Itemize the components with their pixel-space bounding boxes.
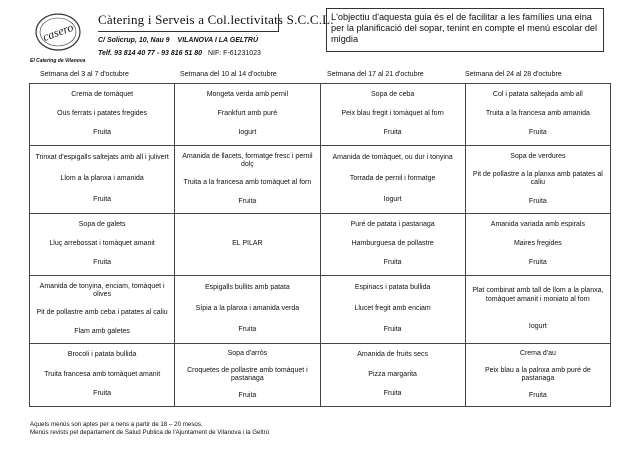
header-divider <box>98 31 278 32</box>
menu-dish: Iogurt <box>383 196 402 204</box>
menu-dish: Brocoli i patata bullida <box>67 351 137 359</box>
company-phones <box>98 50 261 57</box>
menu-row <box>30 344 611 407</box>
week-header-1: Setmana del 3 al 7 d'octubre <box>40 71 129 78</box>
menu-dish: Llom a la planxa i amanida <box>60 175 144 183</box>
menu-day-cell <box>465 146 610 214</box>
menu-dish: Pit de pollastre a la planxa amb patates al caliu <box>472 170 603 187</box>
menu-dish: Flam amb galetes <box>74 327 130 335</box>
menu-day-cell <box>175 276 320 344</box>
menu-day-cell <box>175 214 320 276</box>
menu-dish: Crema de tomàquet <box>71 91 134 99</box>
menu-dish: Fruita <box>528 391 547 399</box>
menu-day-cell <box>175 344 320 407</box>
logo-tagline: El Catering de Vilanova <box>30 58 86 64</box>
menu-dish: Iogurt <box>238 129 257 137</box>
company-name: Càtering i Serveis a Col.lectivitats S.C.C.L. <box>98 12 334 27</box>
menu-dish: Fruita <box>383 390 402 398</box>
phone-numbers: Telf. 93 814 40 77 - 93 816 51 80 <box>98 50 203 57</box>
menu-day-cell <box>30 344 175 407</box>
menu-row <box>30 146 611 214</box>
menu-dish: Espigalls bullits amb patata <box>204 284 290 292</box>
menu-dish: Fruita <box>383 326 402 334</box>
menu-day-cell <box>465 344 610 407</box>
objective-box: L'objectiu d'aquesta guia és el de facilitar a les famílies una eina per la planificació del sopar, tenint en compte el menú escolar del migdia <box>326 8 604 52</box>
menu-dish: Fruita <box>383 259 402 267</box>
menu-dish: Fruita <box>528 197 547 205</box>
menu-dish: Truita francesa amb tomàquet amanit <box>44 370 161 378</box>
menu-day-cell <box>320 276 465 344</box>
menu-dish: Hamburguesa de pollastre <box>351 240 434 248</box>
menu-day-cell <box>30 214 175 276</box>
menu-dish: Pit de pollastre amb ceba i patates al caliu <box>36 309 168 317</box>
menu-dish: Sopa d'arròs <box>227 350 268 357</box>
menu-day-cell <box>30 276 175 344</box>
menu-dish: Crema d'au <box>519 350 556 357</box>
logo-text: casero <box>40 20 76 44</box>
menu-dish: Trinxat d'espigalls saltejats amb all i julivert <box>35 154 169 162</box>
menu-day-cell <box>465 276 610 344</box>
menu-day-cell <box>320 146 465 214</box>
menu-dish: Espinacs i patata bullida <box>354 284 431 292</box>
menu-dish: Sopa de galets <box>78 221 126 229</box>
header-divider-vertical <box>278 14 279 32</box>
menu-day-cell <box>320 344 465 407</box>
menu-day-cell <box>320 84 465 146</box>
menu-dish: Fruita <box>383 129 402 137</box>
menu-dish: Fruita <box>93 196 112 204</box>
menu-dish: Ous ferrats i patates fregides <box>57 110 148 118</box>
menu-dish: Amanida de fruits secs <box>357 351 429 359</box>
menu-dish: Frankfurt amb puré <box>217 110 278 118</box>
company-logo <box>30 8 86 58</box>
menu-dish: Croquetes de pollastre amb tomàquet i pastanaga <box>187 366 308 382</box>
menu-dish: Fruita <box>238 197 257 205</box>
menu-dish: Plat combinat amb tall de llom a la planxa, tomàquet amanit i moniato al forn <box>472 287 604 303</box>
week-header-2: Setmana del 10 al 14 d'octubre <box>180 71 277 78</box>
menu-dish: Pizza margarita <box>368 370 417 378</box>
menu-day-cell <box>175 146 320 214</box>
menu-dish: Sípia a la planxa i amanida verda <box>195 305 300 313</box>
menu-dish: Fruita <box>93 129 112 137</box>
menu-dish: Sopa de verdures <box>510 152 566 160</box>
menu-row <box>30 214 611 276</box>
address-street: C/ Solicrup, 10, Nau 9 <box>98 37 170 44</box>
menu-dish: Sopa de ceba <box>371 91 415 99</box>
menu-day-cell <box>320 214 465 276</box>
menu-dish: Fruita <box>93 390 112 398</box>
company-nif: NIF: F-61231023 <box>208 50 261 57</box>
footer-notes <box>30 421 269 437</box>
week-header-3: Setmana del 17 al 21 d'octubre <box>327 71 424 78</box>
menu-dish: Fruita <box>93 259 112 267</box>
menu-dish: Amanida de tomàquet, ou dur i tonyina <box>332 154 453 162</box>
menu-dish: Amanida de tonyina, enciam, tomàquet i olives <box>39 282 165 299</box>
menu-dish: Peix blau a la palnxa amb puré de pastanaga <box>484 366 591 382</box>
menu-dish: Lluç arrebossat i tomàquet amanit <box>49 240 155 248</box>
week-header-4: Setmana del 24 al 28 d'octubre <box>465 71 562 78</box>
menu-day-cell <box>30 84 175 146</box>
menu-day-cell <box>175 84 320 146</box>
menu-grid <box>29 83 611 407</box>
footer-review-note: Menús revists pel departament de Salud Publica de l'Ajuntament de Vilanova i la Geltrú <box>30 429 270 436</box>
menu-dish: Torrada de pernil i formatge <box>349 175 436 183</box>
menu-dish: Amanida de llacets, formatge fresc i pernil dolç <box>182 152 313 169</box>
menu-dish: Col i patata saltejada amb all <box>492 91 583 99</box>
menu-row <box>30 276 611 344</box>
menu-day-cell <box>465 214 610 276</box>
menu-dish: Amanida variada amb espirals <box>490 221 585 229</box>
menu-dish: Fruita <box>238 326 257 334</box>
footer-age-note: Aquets menús son aptes per a nens a partir de 18 – 20 mesos. <box>30 421 203 428</box>
menu-dish: EL PILAR <box>232 240 263 248</box>
menu-day-cell <box>30 146 175 214</box>
menu-day-cell <box>465 84 610 146</box>
menu-dish: Fruita <box>528 129 547 137</box>
address-town: VILANOVA I LA GELTRÚ <box>177 37 259 44</box>
menu-dish: Maires fregides <box>513 240 562 248</box>
menu-dish: Fruita <box>528 259 547 267</box>
menu-dish: Mongeta verda amb pernil <box>206 91 289 99</box>
menu-dish: Puré de patata i pastanaga <box>350 221 435 229</box>
menu-dish: Truita a la francesa amb amanida <box>485 110 590 118</box>
menu-dish: Peix blau fregit i tomàquet al forn <box>341 110 444 118</box>
menu-dish: Iogurt <box>528 323 547 331</box>
menu-dish: Truita a la francesa amb tomàquet al forn <box>183 179 312 187</box>
menu-dish: Fruita <box>238 391 257 399</box>
company-address <box>98 37 258 44</box>
menu-dish: Llucet fregit amb enciam <box>354 305 431 313</box>
menu-row <box>30 84 611 146</box>
